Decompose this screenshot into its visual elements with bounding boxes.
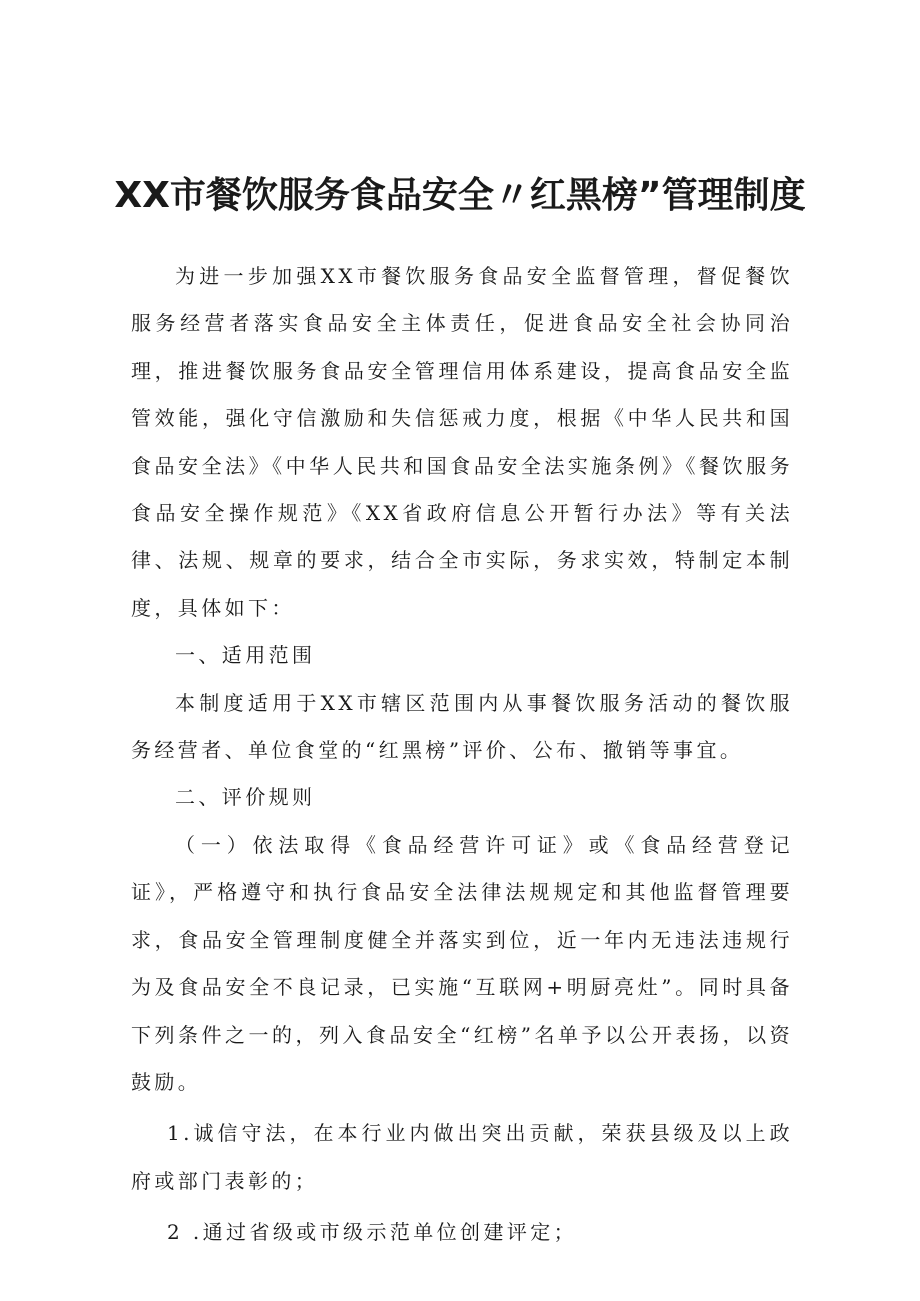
document-body [131,253,793,1257]
list-item-2: 2 .通过省级或市级示范单位创建评定； [167,1220,578,1245]
scope-paragraph: 本制度适用于XX市辖区范围内从事餐饮服务活动的餐饮服务经营者、单位食堂的“红黑榜”评价、公布、撤销等事宜。 [131,690,793,763]
list-item-1: 1.诚信守法，在本行业内做出突出贡献，荣获县级及以上政府或部门表彰的； [131,1121,793,1193]
document-title: XX市餐饮服务食品安全〃红黑榜”管理制度 [114,175,806,216]
section-heading-rules: 二、评价规则 [175,785,316,810]
section-heading-scope: 一、适用范围 [175,643,316,668]
intro-paragraph: 为进一步加强XX市餐饮服务食品安全监督管理，督促餐饮服务经营者落实食品安全主体责任，促进食品安全社会协同治理，推进餐饮服务食品安全管理信用体系建设，提高食品安全监管效能，强化守信激励和失信惩戒力度，根据《中华人民共和国食品安全法》《中华人民共和国食品安全法实施条例》《餐饮服务食品安全操作规范》《XX省政府信息公开暂行办法》等有关法律、法规、规章的要求，结合全市实际，务求实效，特制定本制度，具体如下： [131,264,793,620]
rules-subsection-1: （一）依法取得《食品经营许可证》或《食品经营登记证》，严格遵守和执行食品安全法律法规规定和其他监督管理要求，食品安全管理制度健全并落实到位，近一年内无违法违规行为及食品安全不良记录，已实施“互联网+明厨亮灶”。同时具备下列条件之一的，列入食品安全“红榜”名单予以公开表扬，以资鼓励。 [131,832,793,1094]
